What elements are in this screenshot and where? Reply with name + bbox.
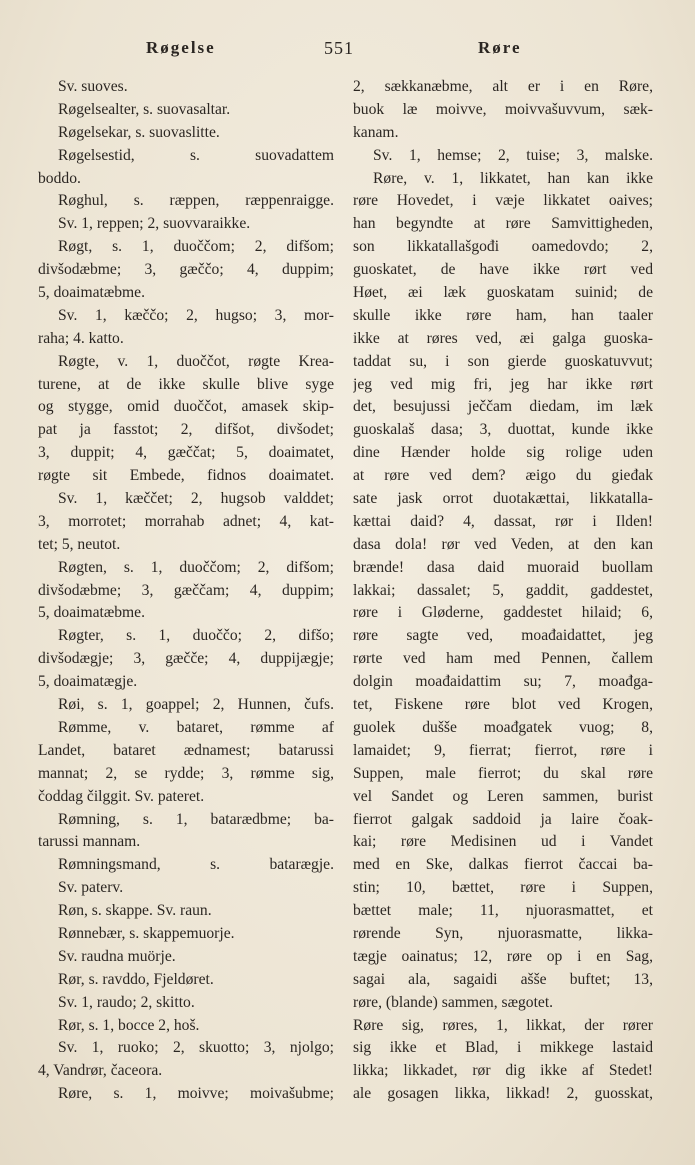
- text-line: tet, Fiskene røre blot ved Krogen,: [353, 696, 653, 714]
- text-line: 5, doaimatægje.: [38, 673, 138, 691]
- text-line: tægje oainatus; 12, røre op i en Sag,: [353, 947, 653, 965]
- text-line: med en Ske, dalkas fierrot čaccai ba-: [353, 856, 653, 874]
- text-line: sagai ala, sagaidi ašše buftet; 13,: [353, 970, 653, 988]
- text-line: guolek dušše moađgatek vuog; 8,: [353, 718, 653, 736]
- text-line: Røgelsestid, s. suovadattem: [58, 146, 334, 164]
- text-line: Rømning, s. 1, batarædbme; ba-: [58, 810, 334, 828]
- text-line: Sv. 1, ruoko; 2, skuotto; 3, njolgo;: [58, 1039, 334, 1057]
- text-line: det, besujussi ječčam diedam, im læk: [353, 398, 653, 416]
- text-line: Rønnebær, s. skappemuorje.: [58, 924, 235, 942]
- text-line: Sv. raudna muörje.: [58, 947, 176, 965]
- text-line: 2, sækkanæbme, alt er i en Røre,: [353, 78, 653, 95]
- text-line: røre sagte ved, moađaidattet, jeg: [353, 627, 653, 645]
- text-line: sig ikke et Blad, i mikkege lastaid: [353, 1039, 653, 1057]
- text-line: Røgten, s. 1, duoččom; 2, difšom;: [58, 558, 334, 576]
- text-line: dolgin moađaidattim su; 7, moađga-: [353, 673, 653, 691]
- text-line: Sv. suoves.: [58, 78, 128, 95]
- text-line: Sv. 1, kæččet; 2, hugsob valddet;: [58, 490, 334, 508]
- text-line: raha; 4. katto.: [38, 329, 124, 347]
- text-line: ikke at røres ved, æi galga guoska-: [353, 329, 653, 347]
- text-line: jeg ved mig fri, jeg har ikke rørt: [353, 375, 653, 393]
- text-line: Sv. 1, reppen; 2, suovvaraikke.: [58, 215, 251, 233]
- header-left-guideword: Røgelse: [146, 38, 216, 57]
- text-line: dasa dola! rør ved Veden, at den kan: [353, 535, 653, 553]
- text-line: Rømningsmand, s. batarægje.: [58, 856, 334, 874]
- text-line: Røgt, s. 1, duoččom; 2, difšom;: [58, 238, 334, 256]
- text-line: Landet, bataret ædnamest; batarussi: [38, 741, 334, 759]
- text-line: Rør, s. ravddo, Fjeldøret.: [58, 970, 214, 988]
- text-line: stin; 10, bættet, røre i Suppen,: [353, 879, 653, 897]
- text-line: røre Hovedet, i væje likkatet oaives;: [353, 192, 653, 210]
- text-line: turene, at de ikke skulle blive syge: [38, 375, 334, 393]
- text-line: 4, Vandrør, čaceora.: [38, 1062, 163, 1080]
- text-line: tarussi mannam.: [38, 833, 141, 851]
- text-line: čoddag čilggit. Sv. pateret.: [38, 787, 205, 805]
- text-line: kanam.: [353, 123, 399, 141]
- text-line: Røgelsealter, s. suovasaltar.: [58, 100, 231, 118]
- text-line: Røre sig, røres, 1, likkat, der rører: [353, 1016, 653, 1034]
- text-line: divšodæbme; 3, gæččo; 4, duppim;: [38, 261, 334, 279]
- text-line: son likkatallašgođi oamedovdo; 2,: [353, 238, 653, 256]
- text-line: Rømme, v. bataret, rømme af: [58, 718, 334, 736]
- text-line: rørte ved ham med Pennen, čallem: [353, 650, 653, 668]
- text-line: at røre ved dem? æigo du gieđak: [353, 467, 653, 485]
- header-right-guideword: Røre: [478, 38, 522, 57]
- text-line: røgte sit Embede, fidnos doaimatet.: [38, 467, 334, 485]
- text-line: skulle ikke røre ham, han taaler: [353, 306, 653, 324]
- text-line: Sv. 1, kæččo; 2, hugso; 3, mor-: [58, 306, 334, 324]
- text-line: brænde! dasa daid muoraid buollam: [353, 558, 653, 576]
- text-line: fierrot galgak saddoid ja laire čoak-: [353, 810, 653, 828]
- page-header: [0, 38, 695, 68]
- text-line: kai; røre Medisinen ud i Vandet: [353, 833, 653, 851]
- text-line: Sv. 1, raudo; 2, skitto.: [58, 993, 195, 1011]
- text-line: kættai daid? 4, dassat, rør i Ilden!: [353, 512, 653, 530]
- text-line: mannat; 2, se rydde; 3, rømme sig,: [38, 764, 334, 782]
- text-line: pat ja fasstot; 2, difšot, divšodet;: [38, 421, 334, 439]
- text-line: Røgelsekar, s. suovaslitte.: [58, 123, 220, 141]
- text-line: divšodæbme; 3, gæččam; 4, duppim;: [38, 581, 334, 599]
- text-line: Rør, s. 1, bocce 2, hoš.: [58, 1016, 200, 1034]
- text-line: Sv. 1, hemse; 2, tuise; 3, malske.: [373, 146, 653, 164]
- text-line: 5, doaimatæbme.: [38, 284, 145, 302]
- left-column: [38, 76, 334, 1106]
- text-line: likka; likkadet, rør dig ikke af Stedet!: [353, 1062, 653, 1080]
- text-line: guoskatet, de have ikke rørt ved: [353, 261, 653, 279]
- text-line: han begyndte at røre Samvittigheden,: [353, 215, 653, 233]
- text-line: dine Hænder holde sig rolige uden: [353, 444, 653, 462]
- text-line: Røgte, v. 1, duoččot, røgte Krea-: [58, 352, 334, 370]
- text-line: Røgter, s. 1, duoččo; 2, difšo;: [58, 627, 334, 645]
- text-line: Røn, s. skappe. Sv. raun.: [58, 902, 212, 920]
- text-line: tet; 5, neutot.: [38, 535, 121, 553]
- text-line: vel Sandet og Leren sammen, burist: [353, 787, 653, 805]
- text-line: røre i Gløderne, gaddestet hilaid; 6,: [353, 604, 653, 622]
- text-line: lamaidet; 9, fierrat; fierrot, røre i: [353, 741, 653, 759]
- page-number: 551: [324, 38, 354, 58]
- text-line: Sv. paterv.: [58, 879, 124, 897]
- text-line: Høet, æi læk guoskatam suinid; de: [353, 284, 653, 302]
- text-line: Røghul, s. ræppen, ræppenraigge.: [58, 192, 334, 210]
- text-line: Røre, v. 1, likkatet, han kan ikke: [373, 169, 653, 187]
- text-line: Røre, s. 1, moivve; moivašubme;: [58, 1085, 334, 1103]
- text-line: røre, (blande) sammen, sægotet.: [353, 993, 554, 1011]
- text-line: sate jask orrot duotakættai, likkatalla-: [353, 490, 653, 508]
- text-line: divšodægje; 3, gæčče; 4, duppijægje;: [38, 650, 334, 668]
- right-column: [353, 76, 653, 1106]
- text-line: bættet male; 11, njuorasmattet, et: [353, 902, 653, 920]
- text-line: Suppen, male fierrot; du skal røre: [353, 764, 653, 782]
- text-line: 3, duppit; 4, gæččat; 5, doaimatet,: [38, 444, 334, 462]
- text-line: boddo.: [38, 169, 81, 187]
- text-line: 3, morrotet; morrahab adnet; 4, kat-: [38, 512, 334, 530]
- text-line: ale gosagen likka, likkad! 2, guosskat,: [353, 1085, 653, 1103]
- text-line: rørende Syn, njuorasmatte, likka-: [353, 924, 653, 942]
- text-line: taddat su, i son gierde guoskatuvvut;: [353, 352, 653, 370]
- text-line: guoskalaš dasa; 3, duottat, kunde ikke: [353, 421, 653, 439]
- text-line: lakkai; dassalet; 5, gaddit, gaddestet,: [353, 581, 653, 599]
- text-line: Røi, s. 1, goappel; 2, Hunnen, čufs.: [58, 696, 334, 714]
- text-line: 5, doaimatæbme.: [38, 604, 145, 622]
- text-line: buok læ moivve, moivvašuvvum, sæk-: [353, 100, 653, 118]
- text-line: og stygge, omid duoččot, amasek skip-: [38, 398, 334, 416]
